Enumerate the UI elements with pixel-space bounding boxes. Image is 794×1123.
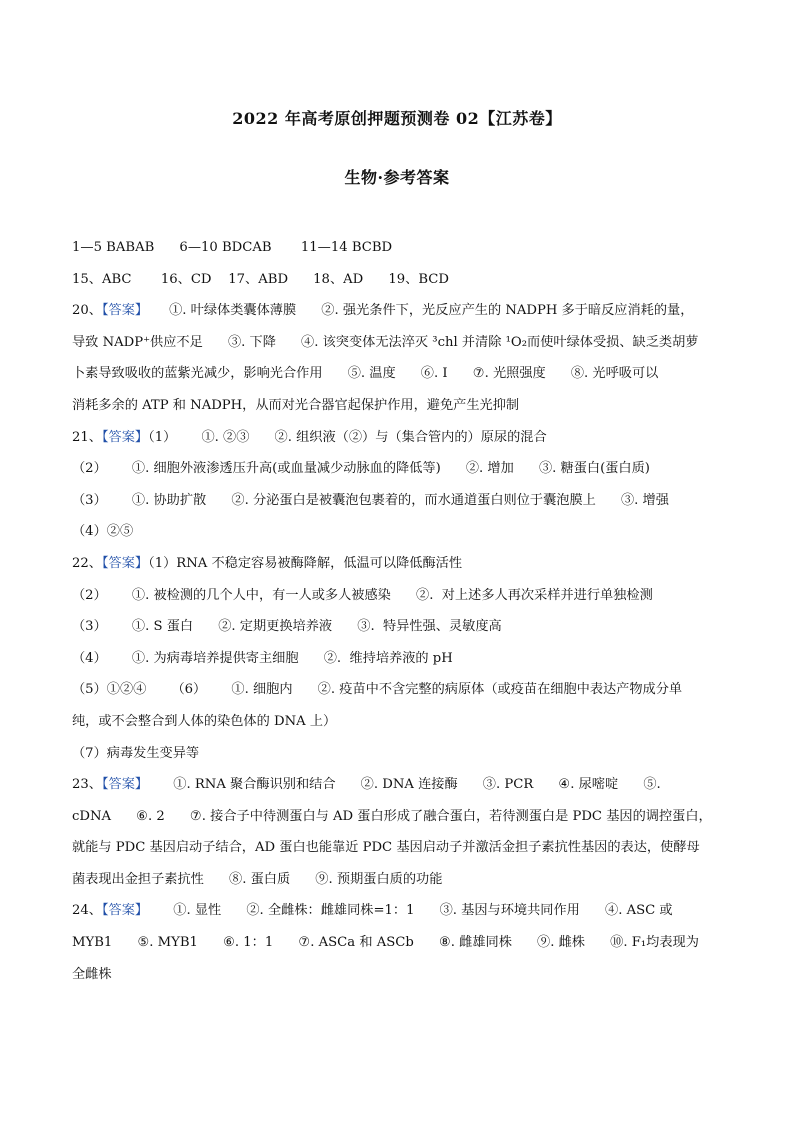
answer-text: 菌表现出金担子素抗性 ⑧. 蛋白质 ⑨. 预期蛋白质的功能 [72, 871, 443, 887]
answer-text: （4）②⑤ [72, 524, 134, 540]
answer-line [72, 959, 726, 991]
answer-line [72, 264, 726, 296]
answer-text: 全雌株 [72, 966, 112, 982]
answer-tag: 【答案】 [101, 903, 149, 919]
question-number: 21、 [72, 429, 102, 445]
page-title: 2022 年高考原创押题预测卷 02【江苏卷】 [232, 109, 562, 128]
page-subtitle: 生物·参考答案 [344, 168, 450, 187]
answer-line [72, 864, 726, 896]
answer-tag: 【答案】 [101, 777, 149, 793]
answer-line [72, 516, 726, 548]
answer-line [72, 643, 726, 675]
answer-line [72, 453, 726, 485]
answer-text: （1） ①. ②③ ②. 组织液（②）与（集合管内的）原尿的混合 [148, 429, 547, 445]
question-number: 23、 [72, 777, 102, 793]
answer-text: cDNA ⑥. 2 ⑦. 接合子中待测蛋白与 AD 蛋白形成了融合蛋白，若待测蛋白是 PDC 基因的调控蛋白， [72, 808, 712, 824]
answer-text: （5）①②④ （6） ①. 细胞内 ②. 疫苗中不含完整的病原体（或疫苗在细胞中表达产物成分单 [72, 682, 683, 698]
question-number: 24、 [72, 903, 102, 919]
answer-line [72, 580, 726, 612]
answer-line [72, 927, 726, 959]
answer-tag: 【答案】 [101, 303, 149, 319]
answer-text: （2） ①. 被检测的几个人中，有一人或多人被感染 ②. 对上述多人再次采样并进行单独检测 [72, 587, 653, 603]
answer-line [72, 390, 726, 422]
answer-line [72, 674, 726, 706]
answer-text: MYB1 ⑤. MYB1 ⑥. 1：1 ⑦. ASCa 和 ASCb ⑧. 雌雄同株 ⑨. 雌株 ⑩. F₁均表现为 [72, 935, 699, 951]
answer-text: （7）病毒发生变异等 [72, 745, 200, 761]
answer-text: （2） ①. 细胞外液渗透压升高(或血量减少动脉血的降低等) ②. 增加 ③. 糖蛋白(蛋白质) [72, 461, 650, 477]
answer-line [72, 358, 726, 390]
answer-text: ①. 叶绿体类囊体薄膜 ②. 强光条件下，光反应产生的 NADPH 多于暗反应消耗的量， [148, 303, 694, 319]
answer-line [72, 611, 726, 643]
answer-line [72, 327, 726, 359]
answer-line [72, 706, 726, 738]
answer-text: ①. RNA 聚合酶识别和结合 ②. DNA 连接酶 ③. PCR ④. 尿嘧啶 ⑤. [148, 777, 661, 793]
answer-text: （3） ①. S 蛋白 ②. 定期更换培养液 ③. 特异性强、灵敏度高 [72, 619, 502, 635]
answer-line [72, 832, 726, 864]
answer-line [72, 232, 726, 264]
answer-line [72, 801, 726, 833]
answer-text: 15、ABC 16、CD 17、ABD 18、AD 19、BCD [72, 271, 449, 287]
question-number: 22、 [72, 555, 102, 571]
answer-tag: 【答案】 [101, 429, 149, 445]
question-number: 20、 [72, 303, 102, 319]
answer-text: 就能与 PDC 基因启动子结合，AD 蛋白也能靠近 PDC 基因启动子并激活金担子素抗性基因的表达，使酵母 [72, 840, 700, 856]
answer-line [72, 422, 726, 454]
answer-tag: 【答案】 [101, 555, 149, 571]
answer-text: 消耗多余的 ATP 和 NADPH，从而对光合器官起保护作用，避免产生光抑制 [72, 397, 520, 413]
answer-text: 1—5 BABAB 6—10 BDCAB 11—14 BCBD [72, 240, 393, 255]
answer-body [72, 232, 726, 990]
answer-line [72, 485, 726, 517]
answer-line [72, 738, 726, 770]
answer-text: 卜素导致吸收的蓝紫光减少，影响光合作用 ⑤. 温度 ⑥. I ⑦. 光照强度 ⑧. 光呼吸可以 [72, 366, 659, 382]
answer-line [72, 769, 726, 801]
answer-text: 导致 NADP⁺供应不足 ③. 下降 ④. 该突变体无法淬灭 ³chl 并清除 ¹O₂而使叶绿体受损、缺乏类胡萝 [72, 334, 699, 350]
answer-line [72, 548, 726, 580]
answer-text: （1）RNA 不稳定容易被酶降解，低温可以降低酶活性 [148, 555, 463, 571]
answer-text: 纯，或不会整合到人体的染色体的 DNA 上） [72, 713, 337, 729]
answer-text: ①. 显性 ②. 全雌株：雌雄同株=1：1 ③. 基因与环境共同作用 ④. ASC 或 [148, 903, 673, 919]
answer-text: （3） ①. 协助扩散 ②. 分泌蛋白是被囊泡包裹着的，而水通道蛋白则位于囊泡膜上 ③. 增强 [72, 492, 669, 508]
answer-text: （4） ①. 为病毒培养提供寄主细胞 ②. 维持培养液的 pH [72, 650, 453, 666]
answer-line [72, 895, 726, 927]
answer-line [72, 295, 726, 327]
